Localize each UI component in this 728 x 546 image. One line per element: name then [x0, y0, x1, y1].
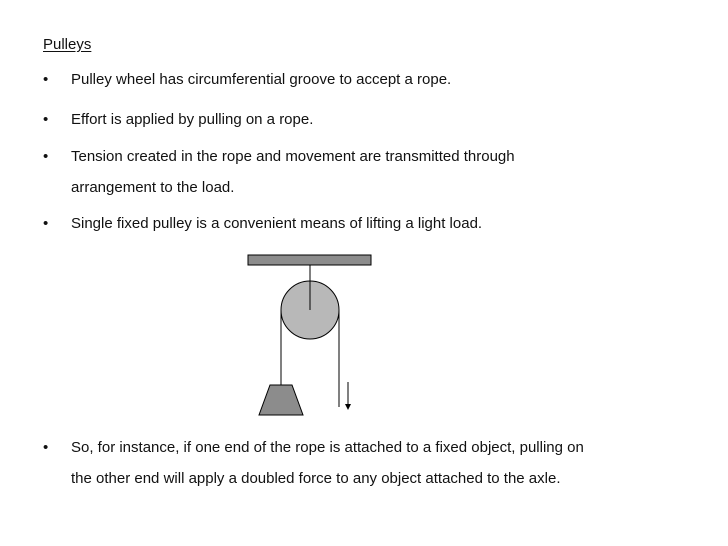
down-arrow-icon — [345, 404, 351, 410]
bullet-symbol: • — [43, 148, 49, 165]
bullet-item — [43, 208, 482, 239]
slide-title: Pulleys — [43, 36, 92, 53]
bullet-symbol: • — [43, 439, 49, 456]
bullet-text — [71, 208, 482, 239]
bullet-item — [43, 432, 584, 494]
bullet-symbol: • — [43, 215, 49, 232]
bullet-line: Tension created in the rope and movement are transmitted through — [71, 148, 515, 165]
bullet-text — [71, 141, 515, 203]
bullet-line: So, for instance, if one end of the rope is attached to a fixed object, pulling on — [71, 439, 584, 456]
bullet-item — [43, 64, 451, 95]
bullet-symbol: • — [43, 71, 49, 88]
bullet-item — [43, 141, 515, 203]
bullet-text — [71, 64, 451, 95]
bullet-item — [43, 104, 313, 135]
bullet-line: Pulley wheel has circumferential groove to accept a rope. — [71, 71, 452, 88]
load-weight-icon — [259, 385, 303, 415]
ceiling-bar — [248, 255, 371, 265]
bullet-line: the other end will apply a doubled force to any object attached to the axle. — [71, 470, 561, 487]
bullet-text — [71, 432, 584, 494]
pulley-diagram — [240, 247, 380, 427]
bullet-symbol: • — [43, 111, 49, 128]
bullet-line: Effort is applied by pulling on a rope. — [71, 111, 314, 128]
bullet-line: Single fixed pulley is a convenient means of lifting a light load. — [71, 215, 483, 232]
bullet-text — [71, 104, 313, 135]
bullet-line: arrangement to the load. — [71, 179, 235, 196]
